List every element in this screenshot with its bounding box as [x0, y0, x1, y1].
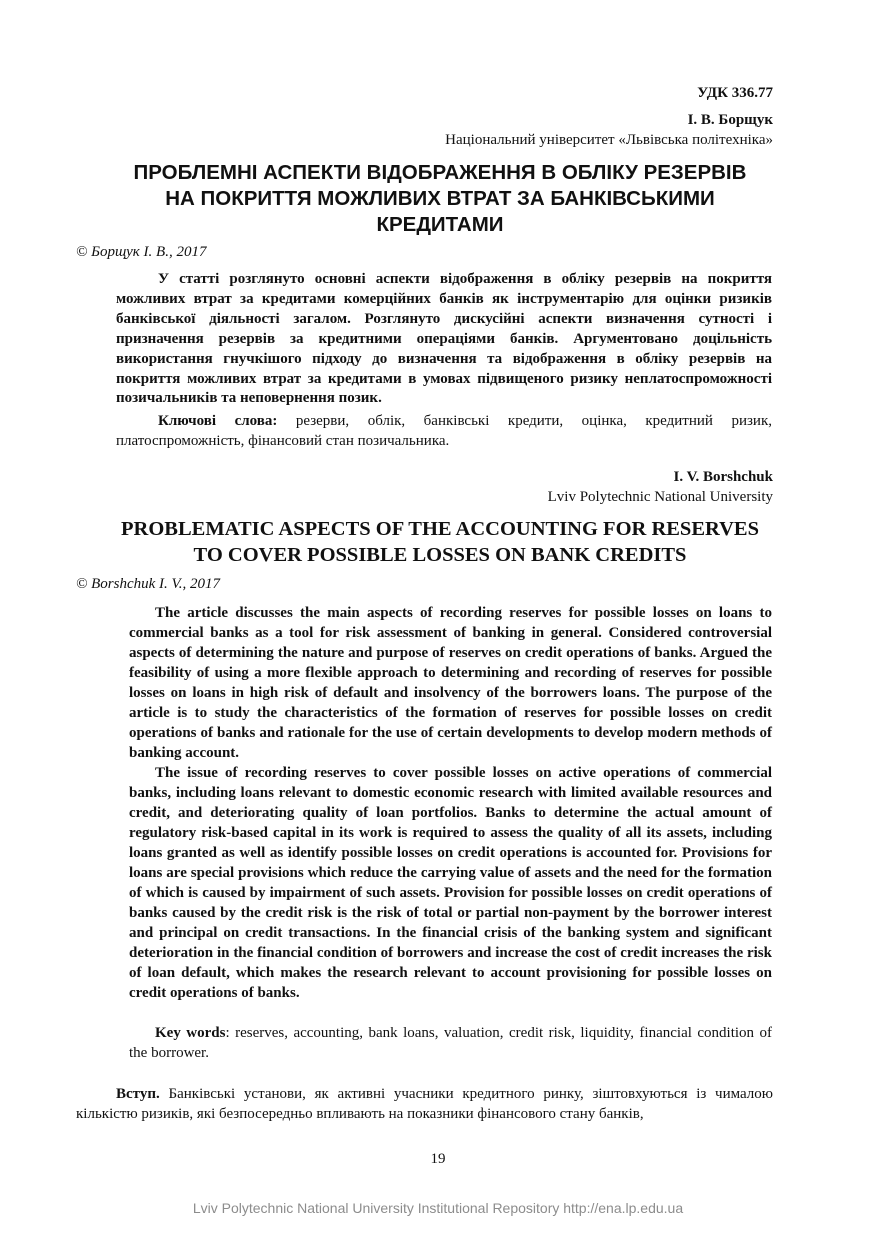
- abstract-en-paragraph-1: The article discusses the main aspects of recording reserves for possible losses on loans to commercial banks as a tool for risk assessment of banking in general. Considered controversial aspects of determining the nature and purpose of reserves on credit operations of banks. Argued the feasibility of using a more flexible approach to determining and recording of reserves for possible losses on loans in high risk of default and insolvency of the borrowers loans. The purpose of the article is to study the characteristics of the formation of reserves for possible losses on credit operations of banks and rationale for the use of certain developments to develop modern methods of banking account.: [129, 605, 772, 761]
- affiliation-en: Lviv Polytechnic National University: [547, 489, 773, 505]
- keywords-ua-label: Ключові слова:: [158, 413, 278, 429]
- repository-footer: Lviv Polytechnic National University Institutional Repository http://ena.lp.edu.ua: [192, 1200, 684, 1216]
- copyright-ua: © Борщук І. В., 2017: [76, 244, 207, 260]
- keywords-ua: [116, 411, 772, 451]
- title-ua: [80, 160, 800, 238]
- keywords-ua-text: резерви, облік, банківські кредити, оцінка, кредитний ризик, платоспроможність, фінансовий стан позичальника.: [116, 413, 772, 449]
- abstract-ua: У статті розглянуто основні аспекти відображення в обліку резервів на покриття можливих втрат за кредитами комерційних банків як інструментарію для оцінки ризиків банківської діяльності загалом. Розглянуто дискусійні аспекти визначення сутності і призначення резервів за кредитними операціями банків. Аргументовано доцільність використання гнучкішого підходу до визначення та відображення в обліку резервів на покриття можливих втрат за кредитами в умовах підвищеного ризику неплатоспроможності позичальників та неповернення позик.: [116, 271, 772, 407]
- keywords-en-label: Key words: [155, 1025, 226, 1041]
- title-en: [80, 516, 800, 568]
- affiliation-ua: Національний університет «Львівська політехніка»: [445, 132, 773, 148]
- author-ua: І. В. Борщук: [687, 112, 773, 128]
- keywords-en-text: : reserves, accounting, bank loans, valuation, credit risk, liquidity, financial condition of the borrower.: [129, 1025, 772, 1061]
- author-en: I. V. Borshchuk: [673, 469, 773, 485]
- abstract-en-paragraph-2: The issue of recording reserves to cover possible losses on active operations of commercial banks, including loans relevant to domestic economic research with limited available resources and credit, and deteriorating quality of loan portfolios. Banks to determine the actual amount of regulatory risk-based capital in its work is required to assess the quality of all its assets, including loans granted as well as identify possible losses on credit operations is accounted for. Provisions for loans are special provisions which reduce the carrying value of assets and the need for the formation of which is caused by impairment of such assets. Provision for possible losses on credit operations of banks caused by the credit risk is the risk of total or partial non-payment by the borrower interest and principal on credit transactions. In the financial crisis of the banking system and significant deterioration in the financial condition of borrowers and increase the cost of credit increases the risk of loan default, which makes the research relevant to account provisioning for possible losses on credit operations of banks.: [129, 765, 772, 1001]
- title-ua-line-2: НА ПОКРИТТЯ МОЖЛИВИХ ВТРАТ ЗА БАНКІВСЬКИМИ: [165, 187, 715, 210]
- title-en-line-2: TO COVER POSSIBLE LOSSES ON BANK CREDITS: [193, 544, 687, 566]
- copyright-en: © Borshchuk I. V., 2017: [76, 576, 221, 592]
- introduction-paragraph: [76, 1084, 773, 1124]
- keywords-en: [129, 1023, 772, 1063]
- title-ua-line-3: КРЕДИТАМИ: [376, 213, 504, 236]
- abstract-en: [129, 603, 772, 1003]
- introduction-text: Банківські установи, як активні учасники кредитного ринку, зіштовхуються із чималою кількістю ризиків, які безпосередньо впливають на показники фінансового стану банків,: [76, 1086, 773, 1122]
- title-en-line-1: PROBLEMATIC ASPECTS OF THE ACCOUNTING FOR RESERVES: [121, 518, 759, 540]
- title-ua-line-1: ПРОБЛЕМНІ АСПЕКТИ ВІДОБРАЖЕННЯ В ОБЛІКУ РЕЗЕРВІВ: [133, 161, 747, 184]
- page-number: 19: [430, 1151, 446, 1167]
- udk-code: УДК 336.77: [697, 85, 773, 101]
- introduction-label: Вступ.: [116, 1086, 160, 1102]
